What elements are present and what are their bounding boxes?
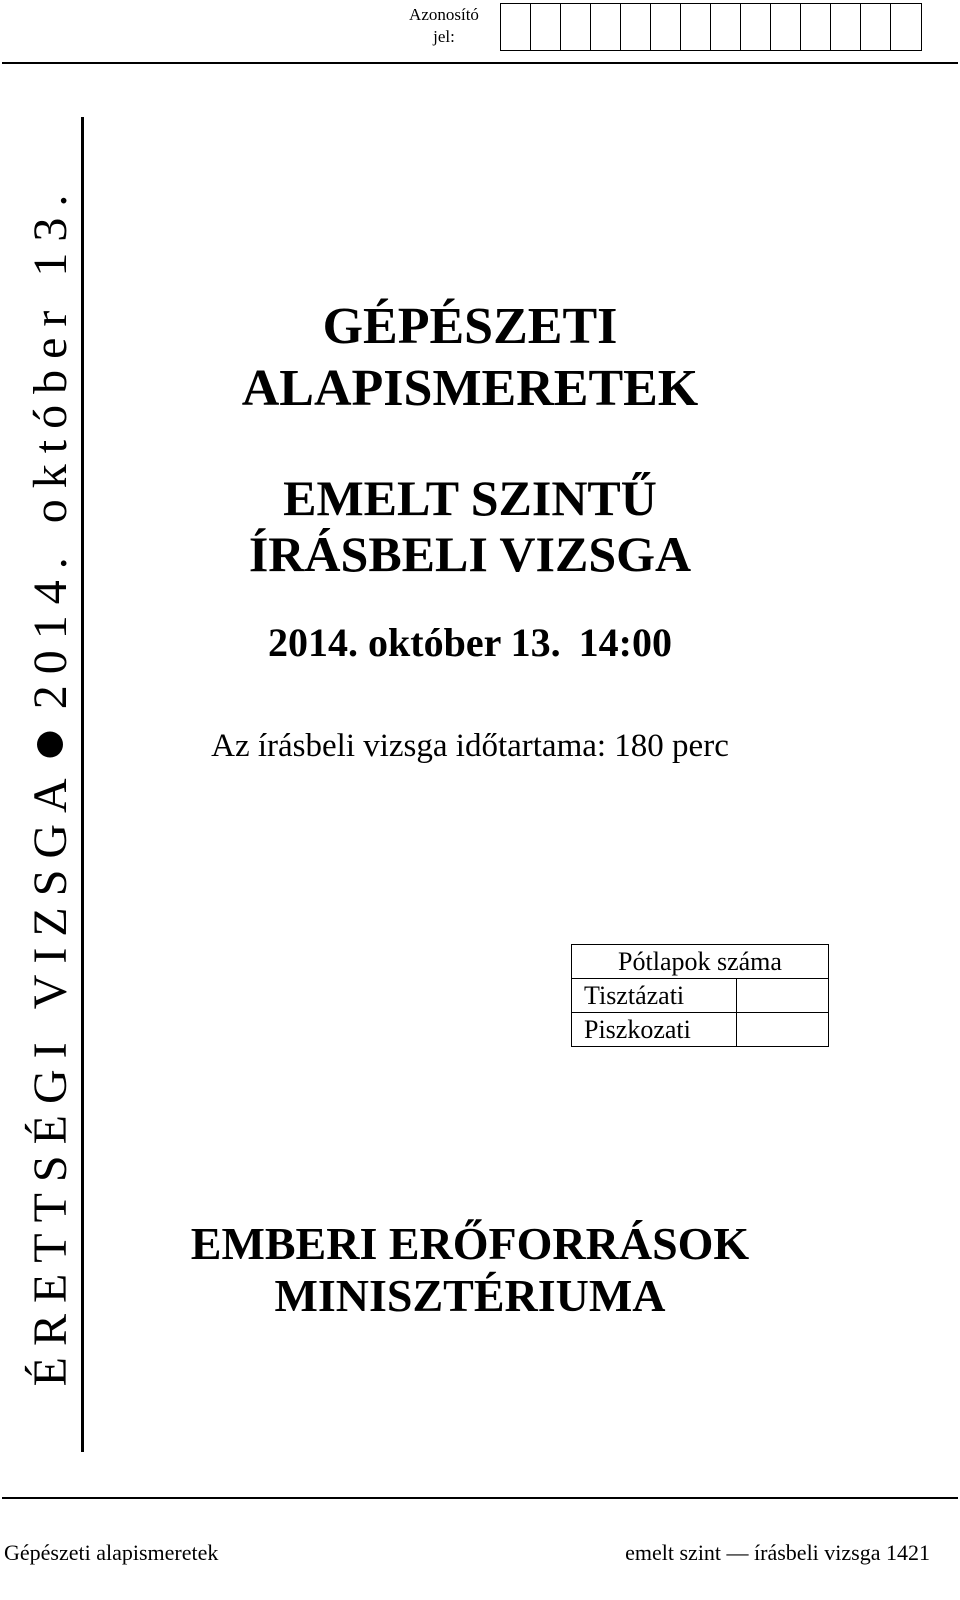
subject-title-line1: GÉPÉSZETI	[322, 298, 618, 355]
table-row	[572, 979, 829, 1013]
subject-title-line2: ALAPISMERETEK	[241, 360, 699, 417]
id-code-box[interactable]	[621, 4, 651, 50]
bullet-dot-icon	[37, 731, 63, 757]
exam-level-title	[120, 470, 820, 582]
id-code-box[interactable]	[831, 4, 861, 50]
id-code-boxes[interactable]	[500, 3, 922, 51]
id-label-line1: Azonosító	[409, 5, 479, 24]
side-banner	[12, 117, 88, 1452]
clean-sheets-count-field[interactable]	[737, 979, 829, 1013]
footer-exam-code: emelt szint — írásbeli vizsga 1421	[625, 1540, 930, 1565]
ministry-line2: MINISZTÉRIUMA	[274, 1270, 666, 1321]
exam-time: 14:00	[578, 620, 672, 665]
id-code-box[interactable]	[561, 4, 591, 50]
id-code-box[interactable]	[801, 4, 831, 50]
extra-sheets-label: Piszkozati	[572, 1013, 737, 1047]
extra-sheets-table	[571, 944, 829, 1047]
id-code-box[interactable]	[771, 4, 801, 50]
header-divider	[2, 62, 958, 64]
footer-divider	[2, 1497, 958, 1499]
footer-subject: Gépészeti alapismeretek	[4, 1540, 219, 1565]
side-banner-left-text: ÉRETTSÉGI VIZSGA	[23, 766, 77, 1386]
exam-level-line2: ÍRÁSBELI VIZSGA	[248, 526, 692, 582]
exam-datetime	[120, 620, 820, 666]
id-code-box[interactable]	[891, 4, 921, 50]
table-row	[572, 1013, 829, 1047]
exam-date: 2014. október 13.	[268, 620, 561, 665]
side-banner-rule	[81, 117, 84, 1452]
side-banner-text	[12, 117, 88, 1452]
id-code-box[interactable]	[711, 4, 741, 50]
extra-sheets-label: Tisztázati	[572, 979, 737, 1013]
id-code-box[interactable]	[501, 4, 531, 50]
id-code-box[interactable]	[651, 4, 681, 50]
draft-sheets-count-field[interactable]	[737, 1013, 829, 1047]
id-code-box[interactable]	[591, 4, 621, 50]
id-code-box[interactable]	[681, 4, 711, 50]
subject-title	[120, 296, 820, 420]
ministry-name	[100, 1218, 840, 1322]
exam-duration: Az írásbeli vizsga időtartama: 180 perc	[211, 728, 729, 764]
id-code-box[interactable]	[741, 4, 771, 50]
side-banner-right-text: 2014. október 13.	[23, 183, 77, 709]
id-code-box[interactable]	[861, 4, 891, 50]
id-label-line2: jel:	[433, 27, 455, 46]
ministry-line1: EMBERI ERŐFORRÁSOK	[190, 1218, 750, 1269]
exam-level-line1: EMELT SZINTŰ	[283, 470, 657, 526]
id-code-box[interactable]	[531, 4, 561, 50]
id-label	[400, 4, 488, 48]
extra-sheets-header: Pótlapok száma	[572, 945, 829, 979]
